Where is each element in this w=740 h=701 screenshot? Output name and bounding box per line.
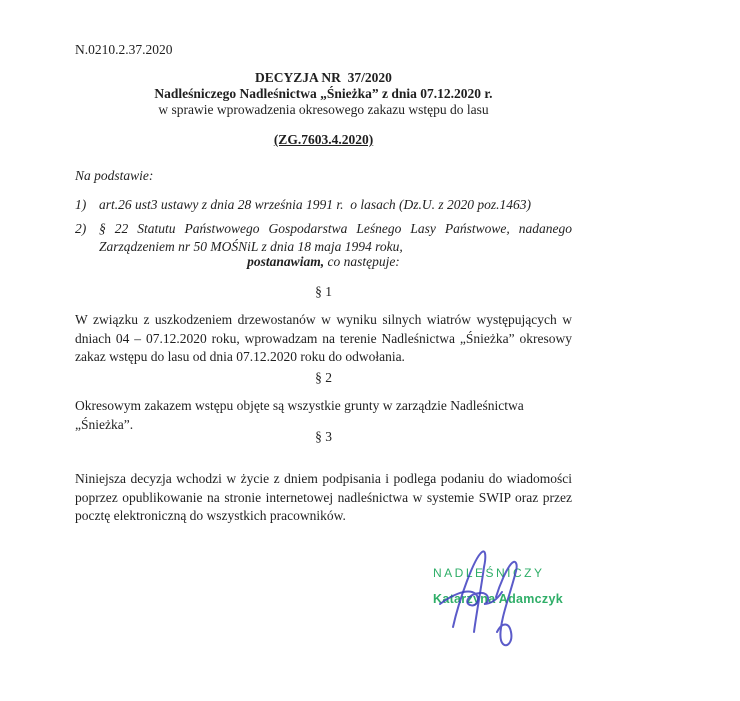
- list-marker: 1): [75, 197, 87, 212]
- handwritten-signature-icon: [436, 542, 536, 654]
- list-item-text: § 22 Statutu Państwowego Gospodarstwa Leśnego Lasy Państwowe, nadanego Zarządzeniem nr 50 MOŚNiL z dnia 18 maja 1994 roku,: [99, 221, 572, 254]
- signature-stamp-title: NADLEŚNICZY: [433, 566, 545, 580]
- section-2-text: Okresowym zakazem wstępu objęte są wszystkie grunty w zarządzie Nadleśnictwa „Śnieżka”.: [75, 398, 524, 432]
- title-line-2: Nadleśniczego Nadleśnictwa „Śnieżka” z dnia 07.12.2020 r.: [154, 86, 493, 101]
- resolution-rest: co następuje:: [324, 254, 400, 269]
- section-3-number: § 3: [315, 429, 332, 444]
- document-body: [75, 42, 572, 602]
- list-item-text: art.26 ust3 ustawy z dnia 28 września 1991 r. o lasach (Dz.U. z 2020 poz.1463): [99, 197, 532, 212]
- resolution-line: [75, 254, 572, 270]
- list-marker: 2): [75, 221, 87, 236]
- legal-basis-item: [75, 220, 572, 255]
- section-1-number: § 1: [315, 284, 332, 299]
- reference-number: N.0210.2.37.2020: [75, 42, 173, 57]
- section-2-number: § 2: [315, 370, 332, 385]
- legal-basis-item: [75, 197, 572, 213]
- title-line-3: w sprawie wprowadzenia okresowego zakazu wstępu do lasu: [158, 102, 489, 117]
- section-3-text: Niniejsza decyzja wchodzi w życie z dniem podpisania i podlega podaniu do wiadomości poprzez opublikowanie na stronie internetowej nadleśnictwa w systemie SWIP oraz przez pocztę elektroniczną do wszystkich pracowników.: [75, 471, 572, 523]
- section-1-text: W związku z uszkodzeniem drzewostanów w wyniku silnych wiatrów występujących w dniach 04 – 07.12.2020 roku, wprowadzam na terenie Nadleśnictwa „Śnieżka” okresowy zakaz wstępu do lasu od dnia 07.12.2020 roku do odwołania.: [75, 312, 572, 364]
- legal-basis-intro: Na podstawie:: [75, 168, 154, 183]
- case-number: (ZG.7603.4.2020): [273, 132, 374, 147]
- document-title-block: [75, 70, 572, 118]
- title-line-1: DECYZJA NR 37/2020: [255, 70, 392, 85]
- resolution-word: postanawiam,: [247, 254, 325, 269]
- signature-stamp-name: Katarzyna Adamczyk: [433, 592, 563, 606]
